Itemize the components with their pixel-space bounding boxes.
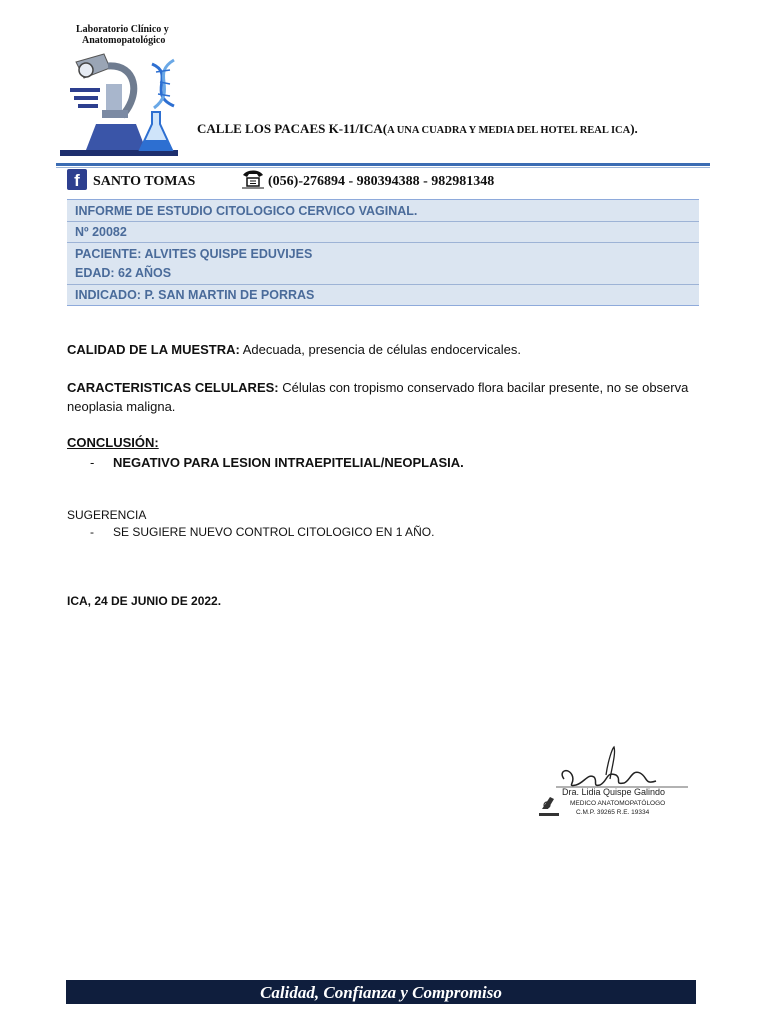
doctor-signature-stamp bbox=[536, 745, 696, 821]
info-divider bbox=[67, 221, 699, 222]
footer-slogan: Calidad, Confianza y Compromiso bbox=[66, 980, 696, 1004]
address: CALLE LOS PACAES K-11/ICA(A UNA CUADRA Y MEDIA DEL HOTEL REAL ICA). bbox=[197, 121, 638, 136]
lab-logo bbox=[56, 24, 194, 160]
report-number: Nº 20082 bbox=[75, 225, 127, 239]
info-divider bbox=[67, 284, 699, 285]
facebook-label: SANTO TOMAS bbox=[93, 174, 196, 189]
cell-characteristics-line2: neoplasia maligna. bbox=[67, 399, 176, 414]
conclusion-item: NEGATIVO PARA LESION INTRAEPITELIAL/NEOPLASIA. bbox=[113, 455, 464, 470]
suggestion-heading: SUGERENCIA bbox=[67, 508, 147, 522]
info-divider bbox=[67, 242, 699, 243]
cell-characteristics-value: Células con tropismo conservado flora bacilar presente, no se observa bbox=[278, 380, 689, 395]
facebook-icon[interactable]: f bbox=[67, 169, 87, 190]
suggestion-dash: - bbox=[90, 525, 94, 539]
doctor-title: MEDICO ANATOMOPATÓLOGO bbox=[570, 800, 666, 807]
report-date: ICA, 24 DE JUNIO DE 2022. bbox=[67, 594, 222, 608]
indicated-by: INDICADO: P. SAN MARTIN DE PORRAS bbox=[75, 288, 315, 302]
doctor-name: Dra. Lidia Quispe Galindo bbox=[562, 787, 666, 797]
logo-title bbox=[76, 24, 201, 46]
patient-age: EDAD: 62 AÑOS bbox=[75, 266, 172, 280]
header-rule-thin bbox=[56, 167, 710, 168]
header-rule bbox=[56, 163, 710, 166]
sample-quality-label: CALIDAD DE LA MUESTRA: bbox=[67, 342, 240, 357]
doctor-registry: C.M.P. 39265 R.E. 19334 bbox=[576, 809, 650, 816]
cell-characteristics bbox=[67, 380, 688, 395]
telephone-icon bbox=[241, 169, 265, 189]
conclusion-heading: CONCLUSIÓN: bbox=[67, 435, 159, 450]
suggestion-item: SE SUGIERE NUEVO CONTROL CITOLOGICO EN 1 AÑO. bbox=[113, 525, 435, 539]
cell-characteristics-label: CARACTERISTICAS CELULARES: bbox=[67, 380, 279, 395]
phone-numbers: (056)-276894 - 980394388 - 982981348 bbox=[268, 174, 495, 189]
sample-quality-value: Adecuada, presencia de células endocervicales. bbox=[239, 342, 521, 357]
patient-info-box bbox=[67, 199, 699, 306]
logo-title-line2: Anatomopatológico bbox=[82, 35, 166, 46]
conclusion-dash: - bbox=[90, 455, 95, 470]
logo-title-line1: Laboratorio Clínico y bbox=[76, 24, 169, 35]
patient-name: PACIENTE: ALVITES QUISPE EDUVIJES bbox=[75, 247, 313, 261]
contact-row bbox=[67, 169, 707, 193]
report-title: INFORME DE ESTUDIO CITOLOGICO CERVICO VAGINAL. bbox=[75, 204, 418, 218]
sample-quality bbox=[67, 342, 521, 357]
